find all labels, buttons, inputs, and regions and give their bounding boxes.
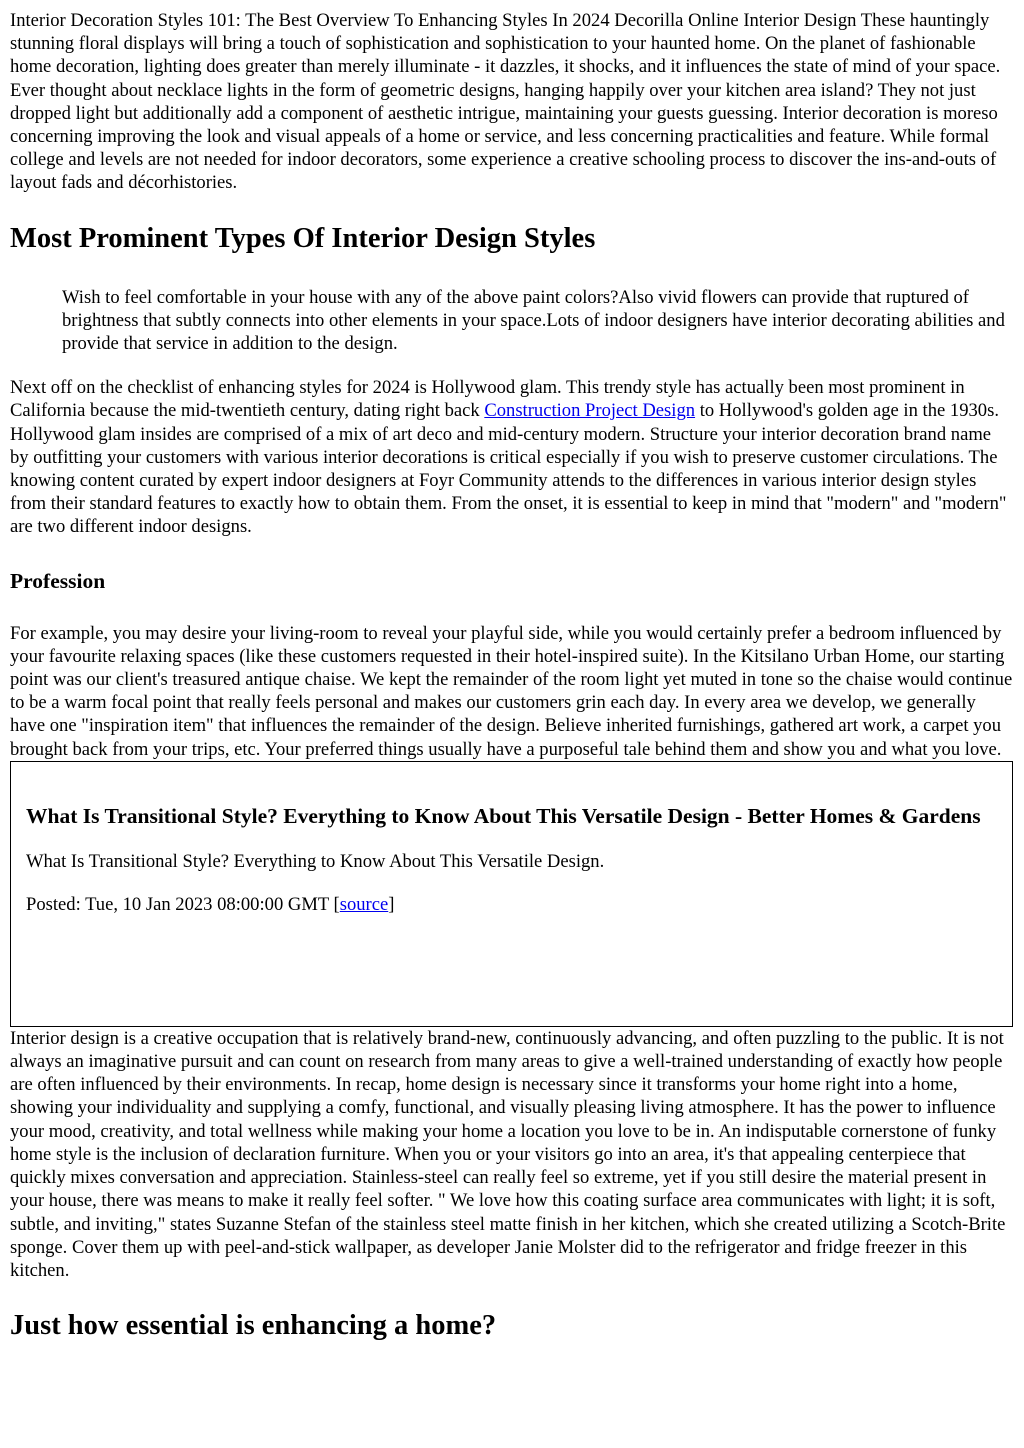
news-card-title: What Is Transitional Style? Everything to Know About This Versatile Design - Better Homes & Gardens	[26, 803, 981, 828]
hollywood-paragraph	[10, 376, 1014, 538]
occupation-paragraph: Interior design is a creative occupation that is relatively brand-new, continuously advancing, and often puzzling to the public. It is not always an imaginative pursuit and can count on research from many areas to give a well-trained understanding of exactly how people are often influenced by their environments. In recap, home design is necessary since it transforms your home right into a home, showing your individuality and supplying a comfy, functional, and visually pleasing living atmosphere. It has the power to influence your mood, creativity, and total wellness while making your home a location you love to be in. An indisputable cornerstone of funky home style is the inclusion of declaration furniture. When you or your visitors go into an area, it's that appealing centerpiece that quickly mixes conversation and appreciation. Stainless-steel can really feel so extreme, yet if you still desire the material present in your house, there was means to make it really feel softer. " We love how this coating surface area communicates with light; it is soft, subtle, and inviting," states Suzanne Stefan of the stainless steel matte finish in her kitchen, which she created utilizing a Scotch-Brite sponge. Cover them up with peel-and-stick wallpaper, as developer Janie Molster did to the refrigerator and fridge freezer in this kitchen.	[10, 1027, 1006, 1281]
news-card-summary: What Is Transitional Style? Everything to Know About This Versatile Design.	[26, 850, 605, 872]
heading-profession: Profession	[10, 568, 106, 593]
heading-essential: Just how essential is enhancing a home?	[10, 1310, 497, 1342]
posted-bracket-close: ]	[388, 894, 395, 916]
news-card	[10, 761, 1013, 1027]
hollywood-text-before: Next off on the checklist of enhancing styles for 2024 is Hollywood glam. This trendy style has actually been most prominent in California because the mid-twentieth century, dating right back	[10, 377, 965, 422]
example-paragraph: For example, you may desire your living-room to reveal your playful side, while you would certainly prefer a bedroom influenced by your favourite relaxing spaces (like these customers requested in their hotel-inspired suite). In the Kitsilano Urban Home, our starting point was our client's treasured antique chaise. We kept the remainder of the room light yet muted in tone so the chaise would continue to be a warm focal point that really feels personal and makes our customers grin each day. In every area we develop, we generally have one "inspiration item" that influences the remainder of the design. Believe inherited furnishings, gathered art work, a carpet you brought back from your trips, etc. Your preferred things usually have a purposeful tale behind them and show you and what you love.	[10, 622, 1013, 760]
heading-prominent-types: Most Prominent Types Of Interior Design Styles	[10, 222, 596, 254]
source-link[interactable]: source	[339, 894, 389, 916]
intro-paragraph: Interior Decoration Styles 101: The Best Overview To Enhancing Styles In 2024 Decorilla Online Interior Design These hauntingly stunning floral displays will bring a touch of sophistication and sophistication to your haunted home. On the planet of fashionable home decoration, lighting does greater than merely illuminate - it dazzles, it shocks, and it influences the state of mind of your space. Ever thought about necklace lights in the form of geometric designs, hanging happily over your kitchen area island? They not just dropped light but additionally add a component of aesthetic intrigue, maintaining your guests guessing. Interior decoration is moreso concerning improving the look and visual appeals of a home or service, and less concerning practicalities and feature. While formal college and levels are not needed for indoor decorators, some experience a creative schooling process to discover the ins-and-outs of layout fads and décorhistories.	[10, 10, 1001, 194]
blockquote-paint-colors: Wish to feel comfortable in your house with any of the above paint colors?Also vivid flowers can provide that ruptured of brightness that subtly connects into other elements in your space.Lots of indoor designers have interior decorating abilities and provide that service in addition to the design.	[62, 286, 1005, 355]
construction-project-design-link[interactable]: Construction Project Design	[484, 400, 696, 422]
posted-date: Posted: Tue, 10 Jan 2023 08:00:00 GMT [	[26, 894, 340, 916]
news-card-posted	[26, 893, 997, 916]
hollywood-text-after: to Hollywood's golden age in the 1930s. Hollywood glam insides are comprised of a mix of art deco and mid-century modern. Structure your interior decoration brand name by outfitting your customers with various interior decorations is critical especially if you wish to preserve customer circulations. The knowing content curated by expert indoor designers at Foyr Community attends to the differences in various interior design styles from their standard features to exactly how to obtain them. From the onset, it is essential to keep in mind that "modern" and "modern" are two different indoor designs.	[10, 400, 1007, 538]
